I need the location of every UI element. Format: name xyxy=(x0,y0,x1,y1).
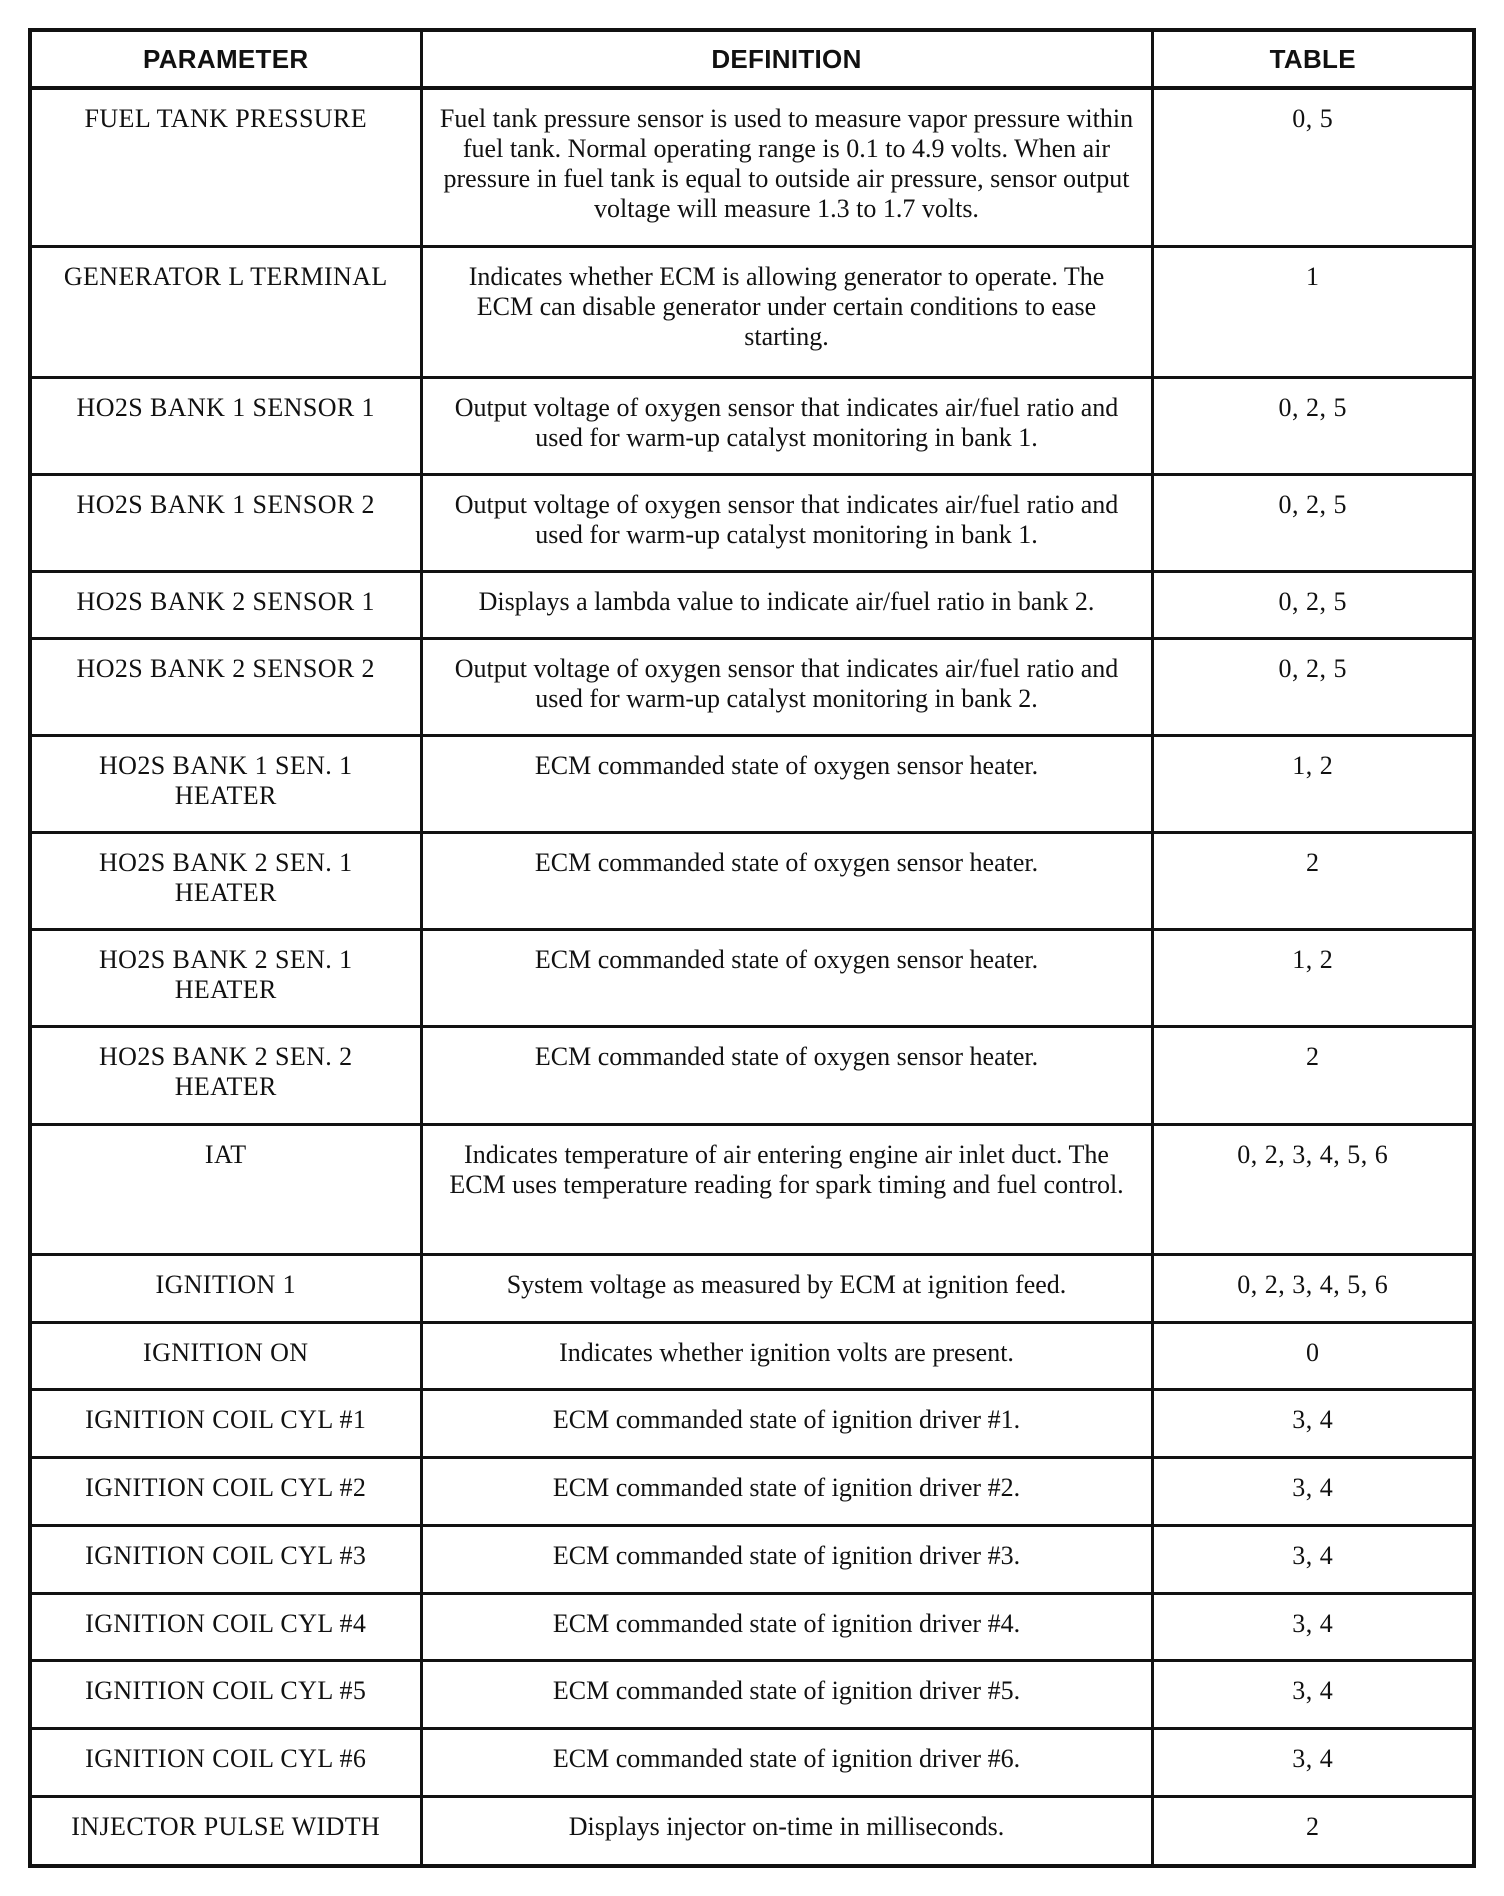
definition-cell: ECM commanded state of ignition driver #6. xyxy=(421,1728,1152,1796)
parameter-cell: HO2S BANK 2 SEN. 2 HEATER xyxy=(32,1027,421,1124)
table-ref-cell: 1, 2 xyxy=(1152,736,1472,833)
table-row xyxy=(32,736,1472,833)
table-row xyxy=(32,639,1472,736)
header-parameter: PARAMETER xyxy=(32,32,421,88)
table-row xyxy=(32,1458,1472,1526)
definition-cell: ECM commanded state of oxygen sensor heater. xyxy=(421,736,1152,833)
definition-cell: Displays injector on-time in milliseconds. xyxy=(421,1796,1152,1864)
definition-cell: ECM commanded state of oxygen sensor heater. xyxy=(421,833,1152,930)
table-ref-cell: 0, 5 xyxy=(1152,88,1472,247)
parameter-cell: HO2S BANK 1 SENSOR 1 xyxy=(32,377,421,474)
table-ref-cell: 3, 4 xyxy=(1152,1525,1472,1593)
table-ref-cell: 0, 2, 3, 4, 5, 6 xyxy=(1152,1254,1472,1322)
parameter-cell: HO2S BANK 1 SENSOR 2 xyxy=(32,474,421,571)
header-table: TABLE xyxy=(1152,32,1472,88)
header-row xyxy=(32,32,1472,88)
parameter-cell: HO2S BANK 1 SEN. 1 HEATER xyxy=(32,736,421,833)
parameter-cell: IAT xyxy=(32,1124,421,1254)
parameter-cell: IGNITION ON xyxy=(32,1322,421,1390)
definition-cell: Fuel tank pressure sensor is used to measure vapor pressure within fuel tank. Normal operating range is 0.1 to 4.9 volts. When air pressure in fuel tank is equal to outside air pressure, sensor output voltage will measure 1.3 to 1.7 volts. xyxy=(421,88,1152,247)
parameter-cell: FUEL TANK PRESSURE xyxy=(84,104,367,133)
table-row xyxy=(32,247,1472,377)
table-ref-cell: 3, 4 xyxy=(1152,1593,1472,1661)
definition-cell: Output voltage of oxygen sensor that indicates air/fuel ratio and used for warm-up catalyst monitoring in bank 1. xyxy=(421,474,1152,571)
table-ref-cell: 2 xyxy=(1152,1796,1472,1864)
table-row xyxy=(32,1661,1472,1729)
header-definition: DEFINITION xyxy=(421,32,1152,88)
table-row xyxy=(32,1254,1472,1322)
table-ref-cell: 0, 2, 5 xyxy=(1152,474,1472,571)
table-ref-cell: 2 xyxy=(1152,1027,1472,1124)
definition-cell: Indicates whether ECM is allowing generator to operate. The ECM can disable generator under certain conditions to ease starting. xyxy=(421,247,1152,377)
definition-cell: ECM commanded state of ignition driver #5. xyxy=(421,1661,1152,1729)
table-row xyxy=(32,1124,1472,1254)
parameter-cell: IGNITION COIL CYL #5 xyxy=(32,1661,421,1729)
table-row xyxy=(32,1027,1472,1124)
parameter-cell: IGNITION 1 xyxy=(32,1254,421,1322)
table-body xyxy=(32,88,1472,1864)
parameter-cell: HO2S BANK 2 SENSOR 2 xyxy=(32,639,421,736)
definition-cell: Output voltage of oxygen sensor that indicates air/fuel ratio and used for warm-up catalyst monitoring in bank 2. xyxy=(421,639,1152,736)
parameter-cell: HO2S BANK 2 SEN. 1 HEATER xyxy=(32,833,421,930)
parameter-cell: HO2S BANK 2 SEN. 1 HEATER xyxy=(32,930,421,1027)
table-row xyxy=(32,1525,1472,1593)
table-ref-cell: 3, 4 xyxy=(1152,1458,1472,1526)
parameter-cell: IGNITION COIL CYL #2 xyxy=(32,1458,421,1526)
table-row xyxy=(32,1728,1472,1796)
definition-cell: System voltage as measured by ECM at ignition feed. xyxy=(421,1254,1152,1322)
table-ref-cell: 3, 4 xyxy=(1152,1661,1472,1729)
table-header xyxy=(32,32,1472,88)
table-row xyxy=(32,1322,1472,1390)
table-row xyxy=(32,571,1472,639)
table-ref-cell: 2 xyxy=(1152,833,1472,930)
table-ref-cell: 0, 2, 5 xyxy=(1152,571,1472,639)
parameter-cell: IGNITION COIL CYL #1 xyxy=(32,1390,421,1458)
parameter-cell: IGNITION COIL CYL #3 xyxy=(32,1525,421,1593)
table-ref-cell: 1, 2 xyxy=(1152,930,1472,1027)
table-ref-cell: 0, 2, 5 xyxy=(1152,639,1472,736)
table-row xyxy=(32,930,1472,1027)
table-row xyxy=(32,1796,1472,1864)
definition-cell: Indicates whether ignition volts are present. xyxy=(421,1322,1152,1390)
definition-cell: ECM commanded state of oxygen sensor heater. xyxy=(421,1027,1152,1124)
parameter-table-sheet xyxy=(28,28,1476,1868)
table-ref-cell: 0 xyxy=(1152,1322,1472,1390)
definition-cell: ECM commanded state of oxygen sensor heater. xyxy=(421,930,1152,1027)
definition-cell: Displays a lambda value to indicate air/fuel ratio in bank 2. xyxy=(421,571,1152,639)
parameter-cell: GENERATOR L TERMINAL xyxy=(32,247,421,377)
parameter-table xyxy=(32,32,1472,1864)
table-ref-cell: 3, 4 xyxy=(1152,1728,1472,1796)
table-ref-cell: 0, 2, 5 xyxy=(1152,377,1472,474)
definition-cell: ECM commanded state of ignition driver #2. xyxy=(421,1458,1152,1526)
parameter-cell: HO2S BANK 2 SENSOR 1 xyxy=(32,571,421,639)
table-row xyxy=(32,833,1472,930)
table-ref-cell: 3, 4 xyxy=(1152,1390,1472,1458)
definition-cell: Indicates temperature of air entering engine air inlet duct. The ECM uses temperature reading for spark timing and fuel control. xyxy=(421,1124,1152,1254)
table-ref-cell: 1 xyxy=(1152,247,1472,377)
table-row xyxy=(32,377,1472,474)
table-row xyxy=(32,1390,1472,1458)
parameter-cell: INJECTOR PULSE WIDTH xyxy=(32,1796,421,1864)
parameter-cell: IGNITION COIL CYL #6 xyxy=(32,1728,421,1796)
table-row xyxy=(32,474,1472,571)
definition-cell: ECM commanded state of ignition driver #4. xyxy=(421,1593,1152,1661)
table-row xyxy=(32,1593,1472,1661)
definition-cell: Output voltage of oxygen sensor that indicates air/fuel ratio and used for warm-up catalyst monitoring in bank 1. xyxy=(421,377,1152,474)
parameter-cell: IGNITION COIL CYL #4 xyxy=(32,1593,421,1661)
definition-cell: ECM commanded state of ignition driver #3. xyxy=(421,1525,1152,1593)
table-ref-cell: 0, 2, 3, 4, 5, 6 xyxy=(1152,1124,1472,1254)
table-row xyxy=(32,88,1472,247)
definition-cell: ECM commanded state of ignition driver #1. xyxy=(421,1390,1152,1458)
